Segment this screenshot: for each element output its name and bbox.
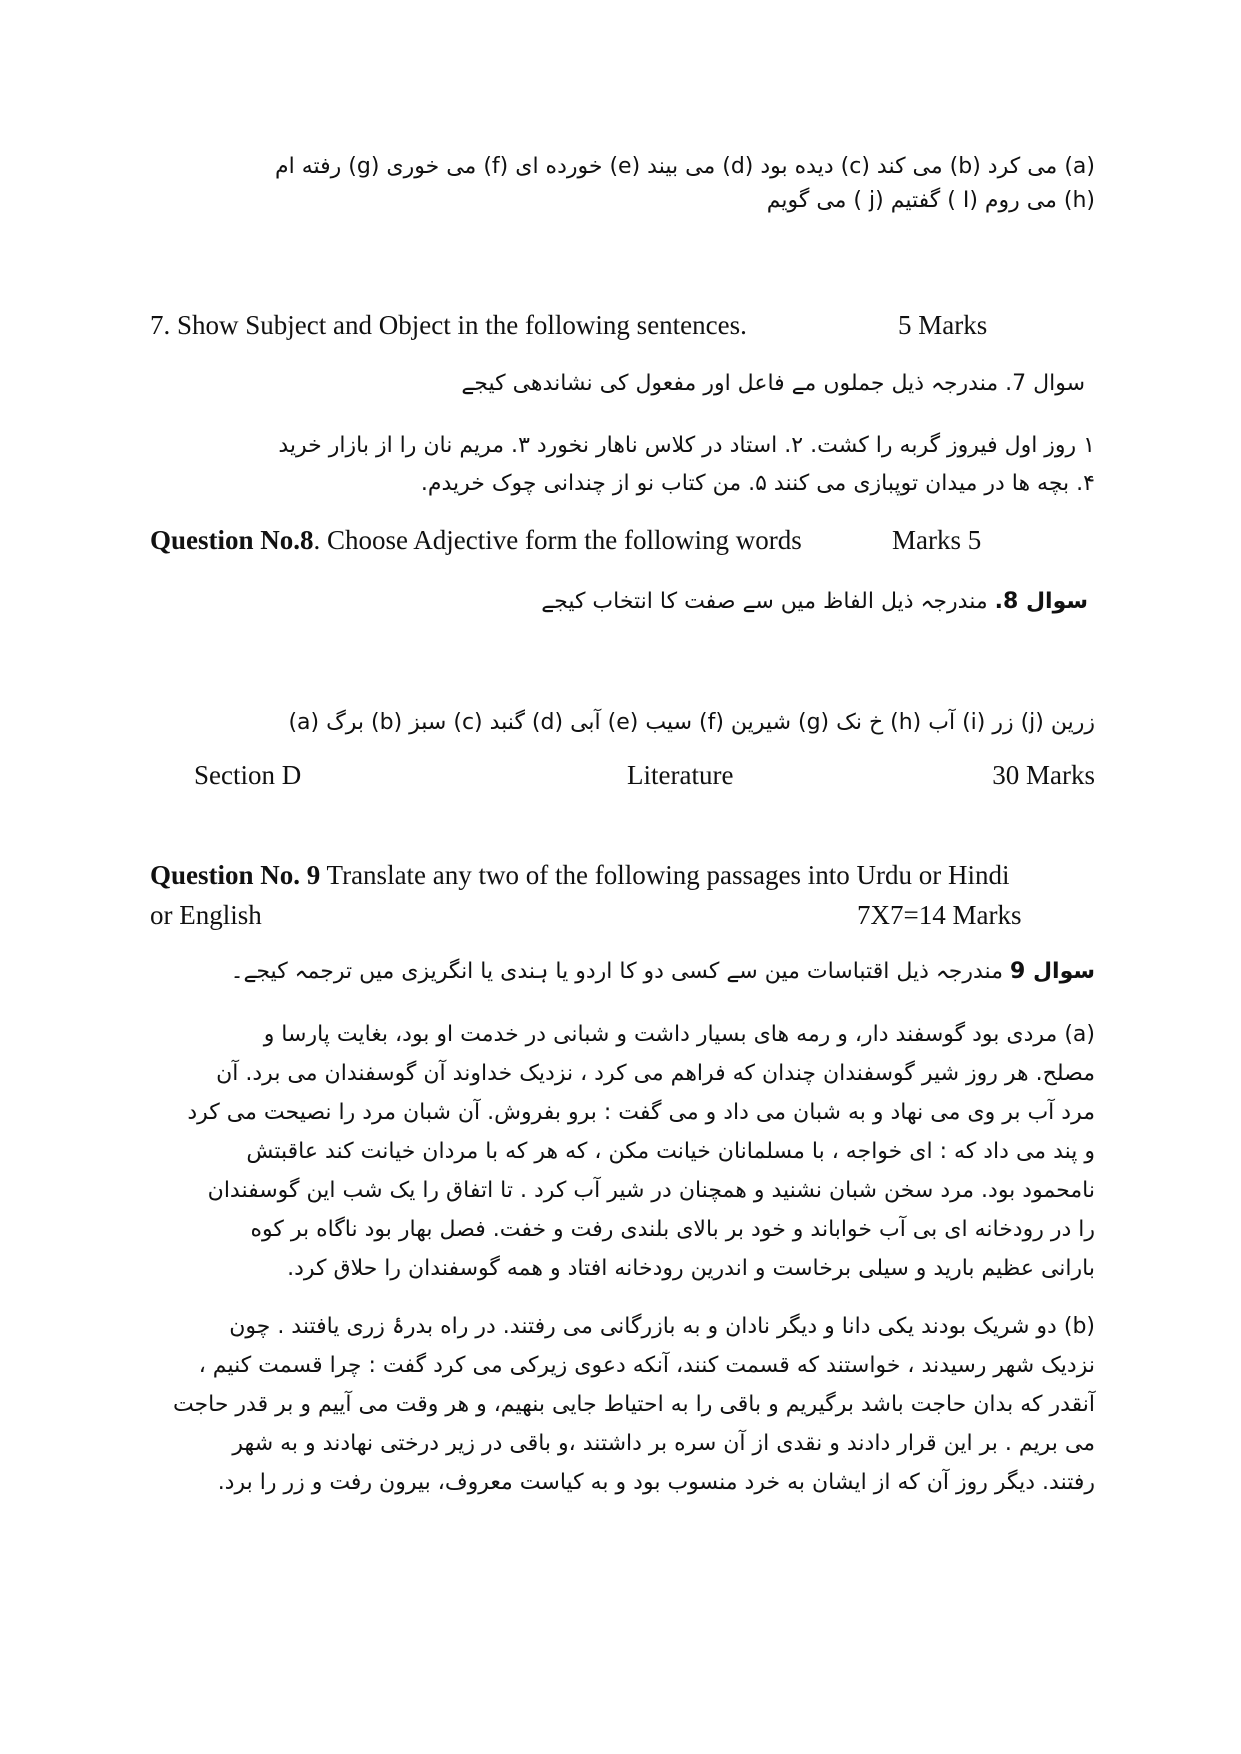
q6-answers-line-1: (a) می کرد (b) می کند (c) دیده بود (d) می بیند (e) خورده ای (f) می خوری (g) رفته ام bbox=[274, 154, 1095, 179]
passage-a-line: بارانی عظیم بارید و سیلی برخاست و اندرین رودخانه افتاد و همه گوسفندان را حلاق کرد. bbox=[287, 1256, 1095, 1281]
passage-b-line: (b) دو شریک بودند یکی دانا و دیگر نادان و به بازرگانی می رفتند. در راه بدرۂ زری یافتند . چون bbox=[229, 1314, 1095, 1339]
q7-marks: 5 Marks bbox=[898, 310, 988, 340]
q9-urdu-instruction: مندرجہ ذیل اقتباسات مین سے کسی دو کا اردو یا ہندی یا انگریزی میں ترجمہ کیجے۔ bbox=[230, 959, 1010, 984]
q8-label: Question No.8 bbox=[150, 525, 314, 555]
q8-marks: Marks 5 bbox=[892, 525, 982, 555]
passage-a-line: (a) مردی بود گوسفند دار، و رمه های بسیار داشت و شبانی در خدمت او بود، بغایت پارسا و bbox=[263, 1022, 1095, 1047]
q9-heading-line-2 bbox=[150, 895, 1095, 935]
passage-b-line: می بریم . بر این قرار دادند و نقدی از آن سره بر داشتند ،و باقی در زیر درختی نهادند و به شهر bbox=[232, 1431, 1095, 1456]
passage-a-line: نامحمود بود. مرد سخن شبان نشنید و همچنان در شیر آب کرد . تا اتفاق را یک شب این گوسفندان bbox=[207, 1178, 1095, 1203]
q9-urdu-instruction-row bbox=[150, 955, 1095, 989]
q6-answers-line-2: (h) می روم (I ) گفتیم (j ) می گویم bbox=[766, 188, 1095, 213]
q9-marks: 7X7=14 Marks bbox=[857, 900, 1022, 930]
passage-a-line: را در رودخانه ای بی آب خواباند و خود بر بالای بلندی رفت و خفت. فصل بهار بود ناگاه بر کوه bbox=[250, 1217, 1095, 1242]
q9-passage-a bbox=[150, 1015, 1095, 1288]
q9-label: Question No. 9 bbox=[150, 860, 321, 890]
q8-heading-row bbox=[150, 520, 1095, 560]
q9-urdu-label: سوال 9 bbox=[1009, 959, 1095, 984]
q9-heading: Translate any two of the following passages into Urdu or Hindi bbox=[320, 860, 1010, 890]
section-marks: 30 Marks bbox=[992, 760, 1095, 790]
q8-urdu-label: سوال 8. bbox=[994, 589, 1088, 614]
q8-heading: . Choose Adjective form the following words bbox=[313, 525, 802, 555]
q9-heading-continued: or English bbox=[150, 900, 262, 930]
q7-urdu-instruction: سوال 7. مندرجہ ذیل جملوں مے فاعل اور مفعول کی نشاندھی کیجے bbox=[461, 371, 1085, 396]
passage-b-line: آنقدر که بدان حاجت باشد برگیریم و باقی را به احتیاط جایی بنهیم، و هر وقت می آییم و بر قدر حاجت bbox=[172, 1392, 1095, 1417]
section-title: Literature bbox=[627, 760, 734, 790]
q7-sentences bbox=[150, 427, 1095, 503]
q9-heading-line-1 bbox=[150, 855, 1095, 895]
section-header bbox=[150, 760, 1095, 800]
passage-a-line: مرد آب بر وی می نهاد و به شبان می داد و می گفت : برو بفروش. آن شبان مرد را نصیحت می کرد bbox=[187, 1100, 1095, 1125]
q9-passage-b bbox=[150, 1307, 1095, 1502]
q7-heading-row bbox=[150, 305, 1095, 345]
q7-sentence-line-1: ۱ روز اول فیروز گربه را کشت. ۲. استاد در کلاس ناهار نخورد ۳. مریم نان را از بازار خرید bbox=[278, 433, 1095, 458]
q8-urdu-instruction: مندرجہ ذیل الفاظ میں سے صفت کا انتخاب کیجے bbox=[541, 589, 995, 614]
q6-answer-options bbox=[150, 150, 1095, 218]
q9-heading-block bbox=[150, 855, 1095, 935]
passage-b-line: نزدیک شهر رسیدند ، خواستند که قسمت کنند، آنکه دعوی زیرکی می کرد گفت : چرا قسمت کنیم ، bbox=[198, 1353, 1095, 1378]
q7-heading: 7. Show Subject and Object in the following sentences. bbox=[150, 310, 747, 340]
q8-word-list: (a) برگ (b) سبز (c) گنبد (d) آبی (e) سیب (f) شیرین (g) خ نک (h) آب (i) زر (j) زرین bbox=[288, 710, 1095, 735]
passage-a-line: و پند می داد که : ای خواجه ، با مسلمانان خیانت مکن ، که هر که با مردان خیانت کند عاقبتش bbox=[246, 1139, 1095, 1164]
passage-a-line: مصلح. هر روز شیر گوسفندان چندان که فراهم می کرد ، نزدیک خداوند آن گوسفندان می برد. آن bbox=[216, 1061, 1095, 1086]
section-name: Section D bbox=[194, 760, 302, 790]
q7-sentence-line-2: ۴. بچه ها در میدان توپبازی می کنند ۵. من کتاب نو از چندانی چوک خریدم. bbox=[420, 471, 1095, 496]
q8-urdu-instruction-row bbox=[150, 585, 1088, 619]
passage-b-line: رفتند. دیگر روز آن که از ایشان به خرد منسوب بود و به کیاست معروف، بیرون رفت و زر را برد. bbox=[217, 1470, 1095, 1495]
